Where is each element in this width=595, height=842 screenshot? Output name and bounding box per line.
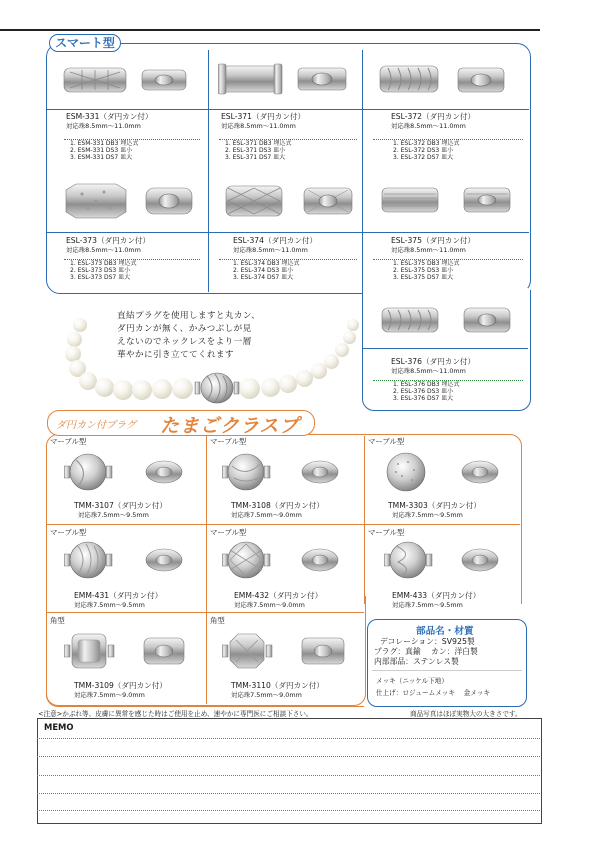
variant-line: 1. ESM-331 DB3 埋込式 bbox=[70, 140, 139, 147]
materials-line: デコレーション：SV925製 bbox=[380, 637, 475, 646]
product-image-esl373 bbox=[62, 180, 197, 226]
product-image-emm431 bbox=[64, 540, 194, 584]
variant-line: 1. ESL-373 DB3 埋込式 bbox=[70, 260, 137, 267]
product-image-tmm3109 bbox=[64, 630, 194, 676]
product-title: ESL-375（ダ円カン付） bbox=[391, 236, 476, 245]
product-esl376-variants bbox=[393, 381, 459, 402]
intro-line: えないのでネックレスをより一層 bbox=[117, 337, 252, 347]
product-image-tmm3107 bbox=[64, 452, 194, 496]
variant-line: 1. ESL-375 DB3 埋込式 bbox=[393, 260, 460, 267]
product-image-emm432 bbox=[222, 540, 352, 584]
product-tmm3108 bbox=[231, 501, 324, 519]
materials-line: プラグ：真鍮 カン：洋白製 bbox=[374, 647, 478, 656]
finish-note: 仕上げ：ロジュームメッキ 金メッキ bbox=[376, 689, 491, 697]
variant-line: 2. ESM-331 DS3 皿小 bbox=[70, 147, 133, 154]
variant-line: 1. ESL-371 DB3 埋込式 bbox=[225, 140, 292, 147]
variant-line: 1. ESL-376 DB3 埋込式 bbox=[393, 381, 460, 388]
category-label: 角型 bbox=[210, 616, 225, 625]
variant-line: 2. ESL-372 DS3 皿小 bbox=[393, 147, 454, 154]
product-title: EMM-431（ダ円カン付） bbox=[74, 591, 163, 600]
product-esl371 bbox=[221, 112, 305, 130]
product-title: TMM-3107（ダ円カン付） bbox=[74, 501, 167, 510]
product-esm331 bbox=[66, 112, 153, 130]
variant-line: 3. ESL-372 DS7 皿大 bbox=[393, 154, 454, 161]
variant-line: 3. ESL-373 DS7 皿大 bbox=[70, 274, 131, 281]
variant-line: 3. ESM-331 DS7 皿大 bbox=[70, 154, 133, 161]
product-bead-size: 対応珠7.5mm〜9.5mm bbox=[392, 601, 463, 609]
product-bead-size: 対応珠7.5mm〜9.5mm bbox=[78, 511, 149, 519]
category-label: マーブル型 bbox=[210, 437, 247, 446]
product-esl372 bbox=[391, 112, 475, 130]
variant-line: 3. ESL-374 DS7 皿大 bbox=[233, 274, 294, 281]
plating-note: メッキ（ニッケル下地） bbox=[376, 677, 448, 685]
memo-line bbox=[37, 793, 540, 794]
product-image-esl375 bbox=[380, 182, 515, 224]
tamago-clasp-tag bbox=[47, 410, 315, 436]
product-image-emm433 bbox=[384, 540, 514, 584]
product-esl375 bbox=[391, 236, 475, 254]
intro-line: ダ円カンが無く、かみつぶしが見 bbox=[117, 324, 252, 334]
product-emm431 bbox=[74, 591, 162, 609]
variant-line: 3. ESL-375 DS7 皿大 bbox=[393, 274, 454, 281]
variant-line: 3. ESL-371 DS7 皿大 bbox=[225, 154, 286, 161]
product-tmm3109 bbox=[74, 681, 167, 699]
tamago-tag-subtitle: ダ円カン付プラグ bbox=[56, 420, 136, 431]
category-label: マーブル型 bbox=[368, 437, 405, 446]
product-title: ESL-373（ダ円カン付） bbox=[66, 236, 151, 245]
smart-type-tag: スマート型 bbox=[49, 34, 121, 52]
product-bead-size: 対応珠8.5mm〜11.0mm bbox=[391, 246, 466, 254]
product-title: TMM-3109（ダ円カン付） bbox=[74, 681, 167, 690]
product-title: TMM-3303（ダ円カン付） bbox=[388, 501, 481, 510]
product-title: ESM-331（ダ円カン付） bbox=[66, 112, 153, 121]
tamago-col-divider-2 bbox=[364, 436, 365, 604]
materials-title: 部品名・材質 bbox=[416, 626, 474, 637]
product-bead-size: 対応珠8.5mm〜11.0mm bbox=[391, 367, 466, 375]
product-bead-size: 対応珠7.5mm〜9.0mm bbox=[74, 691, 145, 699]
product-bead-size: 対応珠8.5mm〜11.0mm bbox=[221, 122, 296, 130]
memo-line bbox=[37, 810, 540, 811]
product-esl376 bbox=[391, 357, 475, 375]
product-image-esl376 bbox=[380, 302, 515, 344]
product-bead-size: 対応珠8.5mm〜11.0mm bbox=[233, 246, 308, 254]
intro-line: 華やかに引き立ててくれます bbox=[117, 350, 234, 360]
smart-row-divider-2 bbox=[47, 232, 529, 233]
memo-line bbox=[37, 756, 540, 757]
variant-line: 2. ESL-373 DS3 皿小 bbox=[70, 267, 131, 274]
variant-line: 2. ESL-375 DS3 皿小 bbox=[393, 267, 454, 274]
memo-label: MEMO bbox=[44, 722, 74, 732]
product-tmm3110 bbox=[231, 681, 324, 699]
product-title: TMM-3110（ダ円カン付） bbox=[231, 681, 324, 690]
variant-line: 1. ESL-372 DB3 埋込式 bbox=[393, 140, 460, 147]
smart-col-divider-1 bbox=[208, 50, 209, 292]
product-esl375-variants bbox=[393, 260, 459, 281]
pearl-necklace-image bbox=[55, 310, 375, 405]
variant-line: 2. ESL-376 DS3 皿小 bbox=[393, 388, 454, 395]
product-esl372-variants bbox=[393, 140, 459, 161]
product-title: EMM-433（ダ円カン付） bbox=[392, 591, 481, 600]
materials-divider bbox=[372, 670, 522, 671]
product-image-tmm3303 bbox=[384, 452, 514, 496]
product-tmm3107 bbox=[74, 501, 167, 519]
product-title: ESL-372（ダ円カン付） bbox=[391, 112, 476, 121]
product-esl373 bbox=[66, 236, 150, 254]
product-esl373-variants bbox=[70, 260, 136, 281]
category-label: マーブル型 bbox=[50, 437, 87, 446]
materials-box bbox=[367, 619, 527, 707]
memo-line bbox=[37, 738, 540, 739]
product-title: ESL-376（ダ円カン付） bbox=[391, 357, 476, 366]
product-image-esl374 bbox=[222, 180, 357, 226]
variant-line: 1. ESL-374 DB3 埋込式 bbox=[233, 260, 300, 267]
product-image-tmm3108 bbox=[222, 452, 352, 496]
variant-line: 2. ESL-374 DS3 皿小 bbox=[233, 267, 294, 274]
product-title: EMM-432（ダ円カン付） bbox=[234, 591, 323, 600]
category-label: 角型 bbox=[50, 616, 65, 625]
product-esl371-variants bbox=[225, 140, 291, 161]
product-esl374-variants bbox=[233, 260, 299, 281]
tamago-row-divider-2 bbox=[47, 612, 364, 613]
product-bead-size: 対応珠7.5mm〜9.5mm bbox=[392, 511, 463, 519]
product-emm432 bbox=[234, 591, 322, 609]
product-emm433 bbox=[392, 591, 480, 609]
product-tmm3303 bbox=[388, 501, 481, 519]
caution-note: <注意>かぶれ等、皮膚に異常を感じた時はご使用を止め、速やかに専門医にご相談下さい。 bbox=[38, 710, 313, 718]
tamago-tag-title: たまごクラスプ bbox=[160, 415, 300, 437]
product-bead-size: 対応珠7.5mm〜9.5mm bbox=[74, 601, 145, 609]
materials-line: 内部部品：ステンレス製 bbox=[374, 657, 459, 666]
memo-box bbox=[37, 718, 542, 824]
category-label: マーブル型 bbox=[368, 528, 405, 537]
product-image-tmm3110 bbox=[222, 630, 352, 676]
category-label: マーブル型 bbox=[50, 528, 87, 537]
product-title: ESL-374（ダ円カン付） bbox=[233, 236, 318, 245]
product-bead-size: 対応珠8.5mm〜11.0mm bbox=[66, 122, 141, 130]
product-bead-size: 対応珠7.5mm〜9.0mm bbox=[234, 601, 305, 609]
product-image-esl371 bbox=[218, 58, 353, 104]
smart-cell-divider bbox=[363, 348, 528, 349]
intro-line: 直結プラグを使用しますと丸カン、 bbox=[117, 311, 261, 321]
product-bead-size: 対応珠7.5mm〜9.0mm bbox=[231, 511, 302, 519]
product-bead-size: 対応珠7.5mm〜9.0mm bbox=[231, 691, 302, 699]
product-title: ESL-371（ダ円カン付） bbox=[221, 112, 306, 121]
variant-line: 3. ESL-376 DS7 皿大 bbox=[393, 395, 454, 402]
tamago-col-divider-1 bbox=[206, 436, 207, 704]
product-esm331-variants bbox=[70, 140, 138, 161]
product-image-esl372 bbox=[378, 60, 513, 104]
photo-size-note: 商品写真はほぼ実物大の大きさです。 bbox=[410, 710, 522, 718]
product-image-esm331 bbox=[62, 62, 192, 102]
product-title: TMM-3108（ダ円カン付） bbox=[231, 501, 324, 510]
smart-separator-patch bbox=[363, 288, 528, 292]
top-rule bbox=[0, 29, 540, 31]
product-bead-size: 対応珠8.5mm〜11.0mm bbox=[66, 246, 141, 254]
smart-row-divider-1 bbox=[47, 109, 529, 110]
memo-line bbox=[37, 775, 540, 776]
product-bead-size: 対応珠8.5mm〜11.0mm bbox=[391, 122, 466, 130]
category-label: マーブル型 bbox=[210, 528, 247, 537]
product-esl374 bbox=[233, 236, 317, 254]
variant-line: 2. ESL-371 DS3 皿小 bbox=[225, 147, 286, 154]
tamago-row-divider-1 bbox=[47, 524, 520, 525]
smart-col-divider-2 bbox=[362, 50, 363, 292]
